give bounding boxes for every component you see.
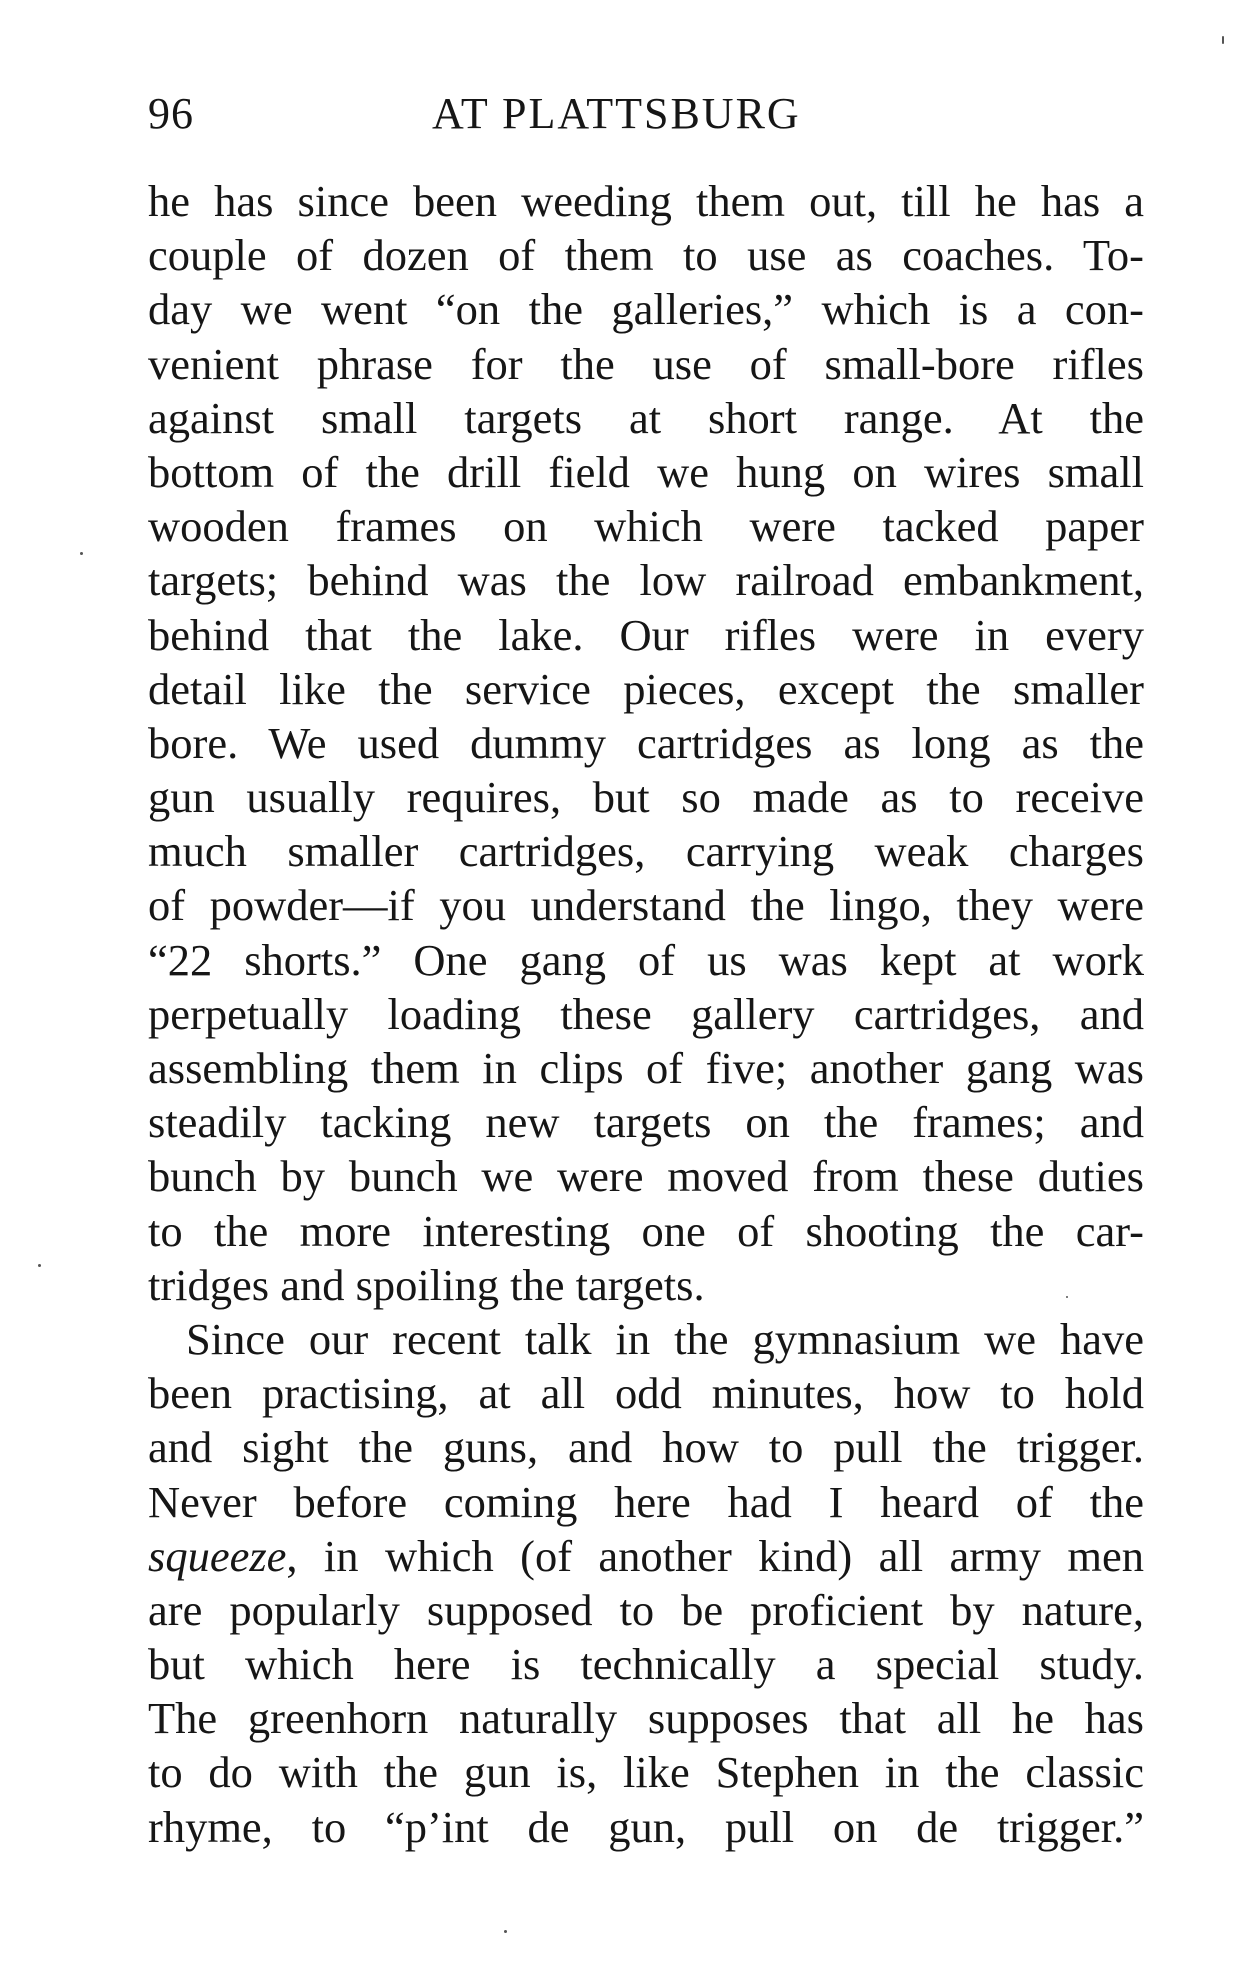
- text-line: “22 shorts.” One gang of us was kept at work: [148, 934, 1144, 985]
- text-line: perpetually loading these gallery cartridges, and: [148, 988, 1144, 1039]
- paragraph-2: [148, 1312, 1144, 1854]
- body-text: [148, 174, 1144, 1854]
- italic-term: squeeze: [148, 1530, 287, 1581]
- text-line: against small targets at short range. At the: [148, 392, 1144, 443]
- page-number: 96: [148, 89, 194, 138]
- text-line: The greenhorn naturally supposes that all he has: [148, 1693, 1144, 1744]
- text-line: bore. We used dummy cartridges as long as the: [148, 717, 1144, 768]
- text-line-last: tridges and spoiling the targets.: [148, 1259, 705, 1310]
- text-fragment: , in which (of another kind) all army men: [286, 1530, 1144, 1581]
- paragraph-1: [148, 174, 1144, 1312]
- text-line: are popularly supposed to be proficient by nature,: [148, 1584, 1144, 1635]
- text-line: he has since been weeding them out, till he has a: [148, 176, 1144, 226]
- text-line: wooden frames on which were tacked paper: [148, 501, 1144, 552]
- text-line: targets; behind was the low railroad embankment,: [148, 555, 1144, 606]
- text-line-indented: Since our recent talk in the gymnasium we have: [186, 1313, 1144, 1364]
- text-line: much smaller cartridges, carrying weak charges: [148, 826, 1144, 877]
- text-line: bunch by bunch we were moved from these duties: [148, 1151, 1144, 1202]
- text-line: steadily tacking new targets on the frames; and: [148, 1097, 1144, 1148]
- text-line: venient phrase for the use of small-bore rifles: [148, 338, 1144, 389]
- running-title: AT PLATTSBURG: [432, 89, 801, 138]
- text-line: to do with the gun is, like Stephen in the classic: [148, 1747, 1144, 1798]
- text-line: Never before coming here had I heard of the: [148, 1476, 1144, 1527]
- text-line: behind that the lake. Our rifles were in every: [148, 609, 1144, 660]
- text-line: assembling them in clips of five; another gang was: [148, 1043, 1144, 1093]
- text-line: of powder—if you understand the lingo, they were: [148, 880, 1144, 931]
- text-line: bottom of the drill field we hung on wires small: [148, 446, 1144, 497]
- text-line: but which here is technically a special study.: [148, 1639, 1144, 1690]
- text-line: and sight the guns, and how to pull the trigger.: [148, 1422, 1144, 1473]
- text-line: rhyme, to “p’int de gun, pull on de trigger.”: [148, 1801, 1144, 1852]
- text-line: detail like the service pieces, except the smaller: [148, 663, 1144, 714]
- text-line: [148, 1529, 1144, 1583]
- running-head: [148, 84, 1144, 144]
- text-line: to the more interesting one of shooting the car-: [148, 1205, 1144, 1256]
- text-line: gun usually requires, but so made as to receive: [148, 772, 1144, 823]
- text-line: day we went “on the galleries,” which is a con-: [148, 284, 1144, 335]
- text-line: couple of dozen of them to use as coaches. To-: [148, 230, 1144, 281]
- text-line: been practising, at all odd minutes, how to hold: [148, 1368, 1144, 1419]
